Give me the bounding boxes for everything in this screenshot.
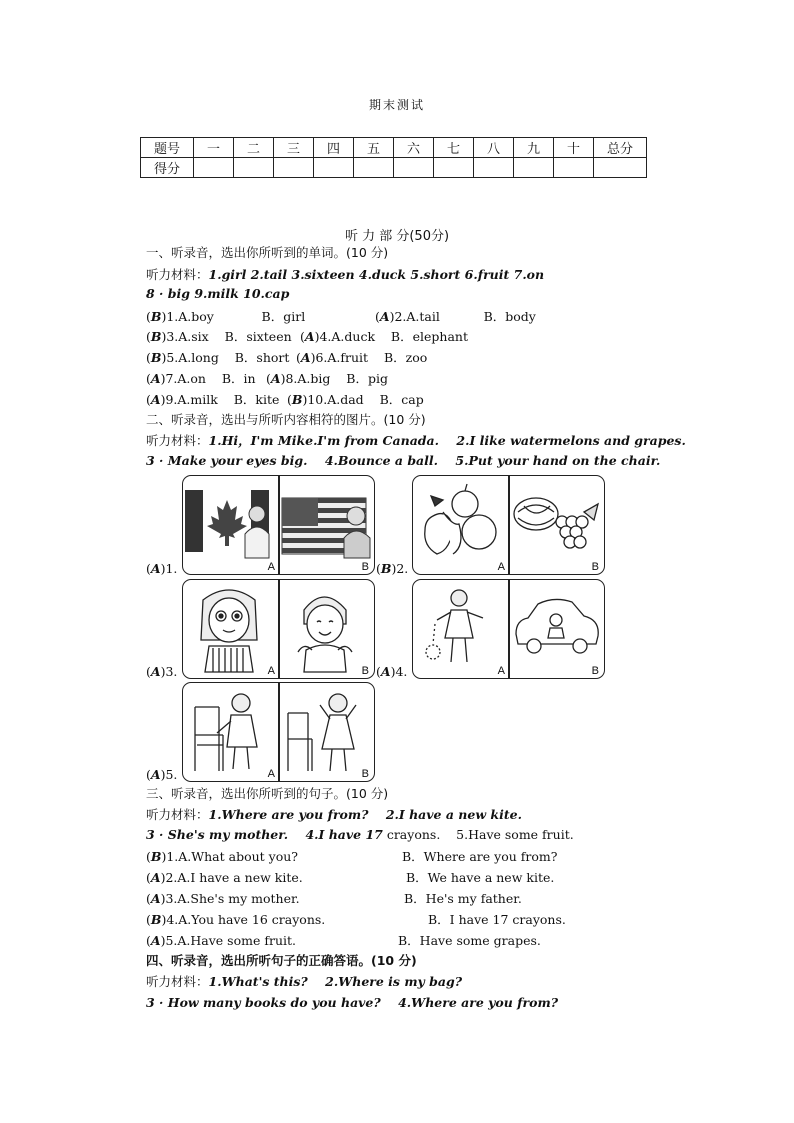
answer: B — [150, 849, 162, 864]
picture-question-3: (A)3. — [146, 664, 178, 679]
option-label-b: B — [361, 768, 369, 780]
score-value-row — [141, 158, 647, 178]
option-label-b: B — [361, 561, 369, 573]
option-b-text: B．We have a new kite. — [406, 870, 555, 885]
girl-big-eyes-icon — [183, 580, 278, 676]
answer: B — [150, 329, 162, 344]
option-label-a: A — [267, 768, 275, 780]
section1-material-cont: 8 · big 9.milk 10.cap — [146, 286, 290, 301]
option-b-text: B．He's my father. — [404, 891, 522, 906]
question-number: )3. — [160, 664, 178, 679]
section4-heading: 四、听录音，选出所听句子的正确答语。(10 分) — [146, 953, 417, 968]
answer: A — [150, 767, 161, 782]
question-text: )10.A.dad B．cap — [302, 392, 424, 407]
picture-panel-5 — [182, 682, 375, 782]
score-input[interactable] — [434, 158, 474, 178]
s3-question-line: (B)4.A.You have 16 crayons. — [146, 912, 326, 927]
section2-material — [146, 432, 686, 450]
girl-bouncing-ball-icon — [413, 580, 508, 676]
s3-question-line: (B)1.A.What about you? — [146, 849, 298, 864]
option-a-picture[interactable] — [183, 683, 278, 781]
material-text: 1.girl 2.tail 3.sixteen 4.duck 5.short 6.fruit 7.on — [208, 267, 545, 282]
option-label-a: A — [497, 665, 505, 677]
option-a-picture[interactable] — [413, 580, 508, 678]
score-cell: 九 — [514, 138, 554, 158]
score-cell: 二 — [234, 138, 274, 158]
answer: A — [304, 329, 315, 344]
s1-question-line: (B)3.A.six B．sixteen — [146, 329, 292, 344]
option-b-picture[interactable] — [280, 476, 374, 574]
answer: A — [150, 561, 161, 576]
option-b-text: B．Have some grapes. — [398, 933, 541, 948]
answer: A — [150, 392, 161, 407]
s1-question-line: (B)1.A.boy B．girl — [146, 309, 306, 324]
question-text: )1.A.boy B．girl — [161, 309, 306, 324]
girl-beside-chair-icon — [280, 683, 374, 779]
section3-material-cont — [146, 826, 574, 844]
listening-section-header: 听 力 部 分(50分) — [344, 229, 450, 244]
picture-question-5: (A)5. — [146, 767, 178, 782]
score-input[interactable] — [274, 158, 314, 178]
section4-material — [146, 973, 462, 991]
answer: A — [150, 933, 161, 948]
picture-question-2: (B)2. — [376, 561, 409, 576]
answer: A — [380, 664, 391, 679]
question-number: )2. — [391, 561, 409, 576]
question-text: )9.A.milk B．kite — [160, 392, 280, 407]
usa-flag-girl-icon — [280, 476, 374, 572]
option-label-a: A — [267, 561, 275, 573]
score-input[interactable] — [514, 158, 554, 178]
answer: B — [150, 350, 162, 365]
score-input[interactable] — [314, 158, 354, 178]
answer: A — [150, 870, 161, 885]
answer: A — [150, 664, 161, 679]
answer: B — [150, 309, 162, 324]
score-table — [140, 137, 647, 178]
score-input[interactable] — [194, 158, 234, 178]
material-text: 3 · She's my mother. 4.I have 17 — [146, 827, 383, 842]
question-text: )3.A.six B．sixteen — [161, 329, 292, 344]
option-label-b: B — [591, 561, 599, 573]
score-cell: 八 — [474, 138, 514, 158]
score-cell: 三 — [274, 138, 314, 158]
score-label: 得分 — [141, 158, 194, 178]
girl-smiling-icon — [280, 580, 374, 676]
answer: B — [380, 561, 392, 576]
material-text: 1.Where are you from? 2.I have a new kite. — [208, 807, 522, 822]
option-b-picture[interactable] — [510, 580, 604, 678]
s1-question-line: (A)4.A.duck B．elephant — [300, 329, 468, 344]
section1-material — [146, 266, 544, 284]
question-number: )4. — [390, 664, 408, 679]
answer: A — [150, 371, 161, 386]
score-input[interactable] — [594, 158, 647, 178]
picture-panel-3 — [182, 579, 375, 679]
girl-hand-on-chair-icon — [183, 683, 278, 779]
material-label: 听力材料： — [146, 267, 209, 282]
fruits-icon — [413, 476, 508, 572]
score-cell: 一 — [194, 138, 234, 158]
s3-question-line: (A)5.A.Have some fruit. — [146, 933, 296, 948]
option-a-picture[interactable] — [183, 580, 278, 678]
option-a-text: )2.A.I have a new kite. — [160, 870, 303, 885]
picture-question-4: (A)4. — [376, 664, 408, 679]
material-text: 1.Hi，I'm Mike.I'm from Canada. 2.I like watermelons and grapes. — [208, 433, 686, 448]
s1-question-line: (A)8.A.big B．pig — [266, 371, 388, 386]
option-b-text: B．Where are you from? — [402, 849, 558, 864]
answer: A — [270, 371, 281, 386]
section2-material-cont: 3 · Make your eyes big. 4.Bounce a ball. 5.Put your hand on the chair. — [146, 453, 661, 468]
page-title: 期末测试 — [368, 98, 425, 112]
answer: A — [300, 350, 311, 365]
s1-question-line: (A)7.A.on B．in — [146, 371, 256, 386]
answer: A — [150, 891, 161, 906]
score-cell: 总分 — [594, 138, 647, 158]
s1-question-line: (A)6.A.fruit B．zoo — [296, 350, 428, 365]
question-number: )5. — [160, 767, 178, 782]
watermelon-grapes-icon — [510, 476, 604, 572]
option-label-b: B — [361, 665, 369, 677]
car-icon — [510, 580, 604, 676]
answer: A — [379, 309, 390, 324]
picture-question-1: (A)1. — [146, 561, 178, 576]
question-text: )6.A.fruit B．zoo — [310, 350, 428, 365]
answer: B — [150, 912, 162, 927]
s3-question-line: (A)2.A.I have a new kite. — [146, 870, 303, 885]
material-text: crayons. 5.Have some fruit. — [382, 827, 574, 842]
score-cell: 五 — [354, 138, 394, 158]
section3-heading: 三、听录音，选出你所听到的句子。(10 分) — [146, 786, 389, 801]
option-label-a: A — [497, 561, 505, 573]
section4-material-cont: 3 · How many books do you have? 4.Where are you from? — [146, 995, 559, 1010]
option-a-text: )3.A.She's my mother. — [160, 891, 300, 906]
score-input[interactable] — [234, 158, 274, 178]
s3-question-line: (A)3.A.She's my mother. — [146, 891, 300, 906]
canada-flag-boy-icon — [183, 476, 278, 572]
question-number: )1. — [160, 561, 178, 576]
option-b-text: B．I have 17 crayons. — [428, 912, 566, 927]
section1-heading: 一、听录音，选出你所听到的单词。(10 分) — [146, 245, 389, 260]
material-label: 听力材料： — [146, 807, 209, 822]
s1-question-line: (A)2.A.tail B．body — [375, 309, 536, 324]
question-text: )4.A.duck B．elephant — [314, 329, 468, 344]
material-label: 听力材料： — [146, 433, 209, 448]
material-text: 1.What's this? 2.Where is my bag? — [208, 974, 463, 989]
answer: B — [291, 392, 303, 407]
option-a-picture[interactable] — [183, 476, 278, 574]
score-cell: 题号 — [141, 138, 194, 158]
material-label: 听力材料： — [146, 974, 209, 989]
score-cell: 十 — [554, 138, 594, 158]
score-input[interactable] — [394, 158, 434, 178]
option-a-text: )4.A.You have 16 crayons. — [161, 912, 326, 927]
question-text: )5.A.long B．short — [161, 350, 290, 365]
option-a-text: )1.A.What about you? — [161, 849, 298, 864]
option-a-picture[interactable] — [413, 476, 508, 574]
score-input[interactable] — [474, 158, 514, 178]
picture-panel-1 — [182, 475, 375, 575]
option-b-picture[interactable] — [280, 580, 374, 678]
question-text: )7.A.on B．in — [160, 371, 256, 386]
score-cell: 四 — [314, 138, 354, 158]
score-header-row — [141, 138, 647, 158]
score-cell: 六 — [394, 138, 434, 158]
picture-panel-4 — [412, 579, 605, 679]
option-label-b: B — [591, 665, 599, 677]
option-a-text: )5.A.Have some fruit. — [160, 933, 296, 948]
question-text: )8.A.big B．pig — [280, 371, 388, 386]
option-label-a: A — [267, 665, 275, 677]
picture-panel-2 — [412, 475, 605, 575]
option-b-picture[interactable] — [280, 683, 374, 781]
s1-question-line: (A)9.A.milk B．kite — [146, 392, 280, 407]
section2-heading: 二、听录音，选出与所听内容相符的图片。(10 分) — [146, 412, 426, 427]
s1-question-line: (B)10.A.dad B．cap — [287, 392, 424, 407]
option-b-picture[interactable] — [510, 476, 604, 574]
section3-material — [146, 806, 522, 824]
question-text: )2.A.tail B．body — [389, 309, 536, 324]
s1-question-line: (B)5.A.long B．short — [146, 350, 290, 365]
score-cell: 七 — [434, 138, 474, 158]
score-input[interactable] — [354, 158, 394, 178]
score-input[interactable] — [554, 158, 594, 178]
